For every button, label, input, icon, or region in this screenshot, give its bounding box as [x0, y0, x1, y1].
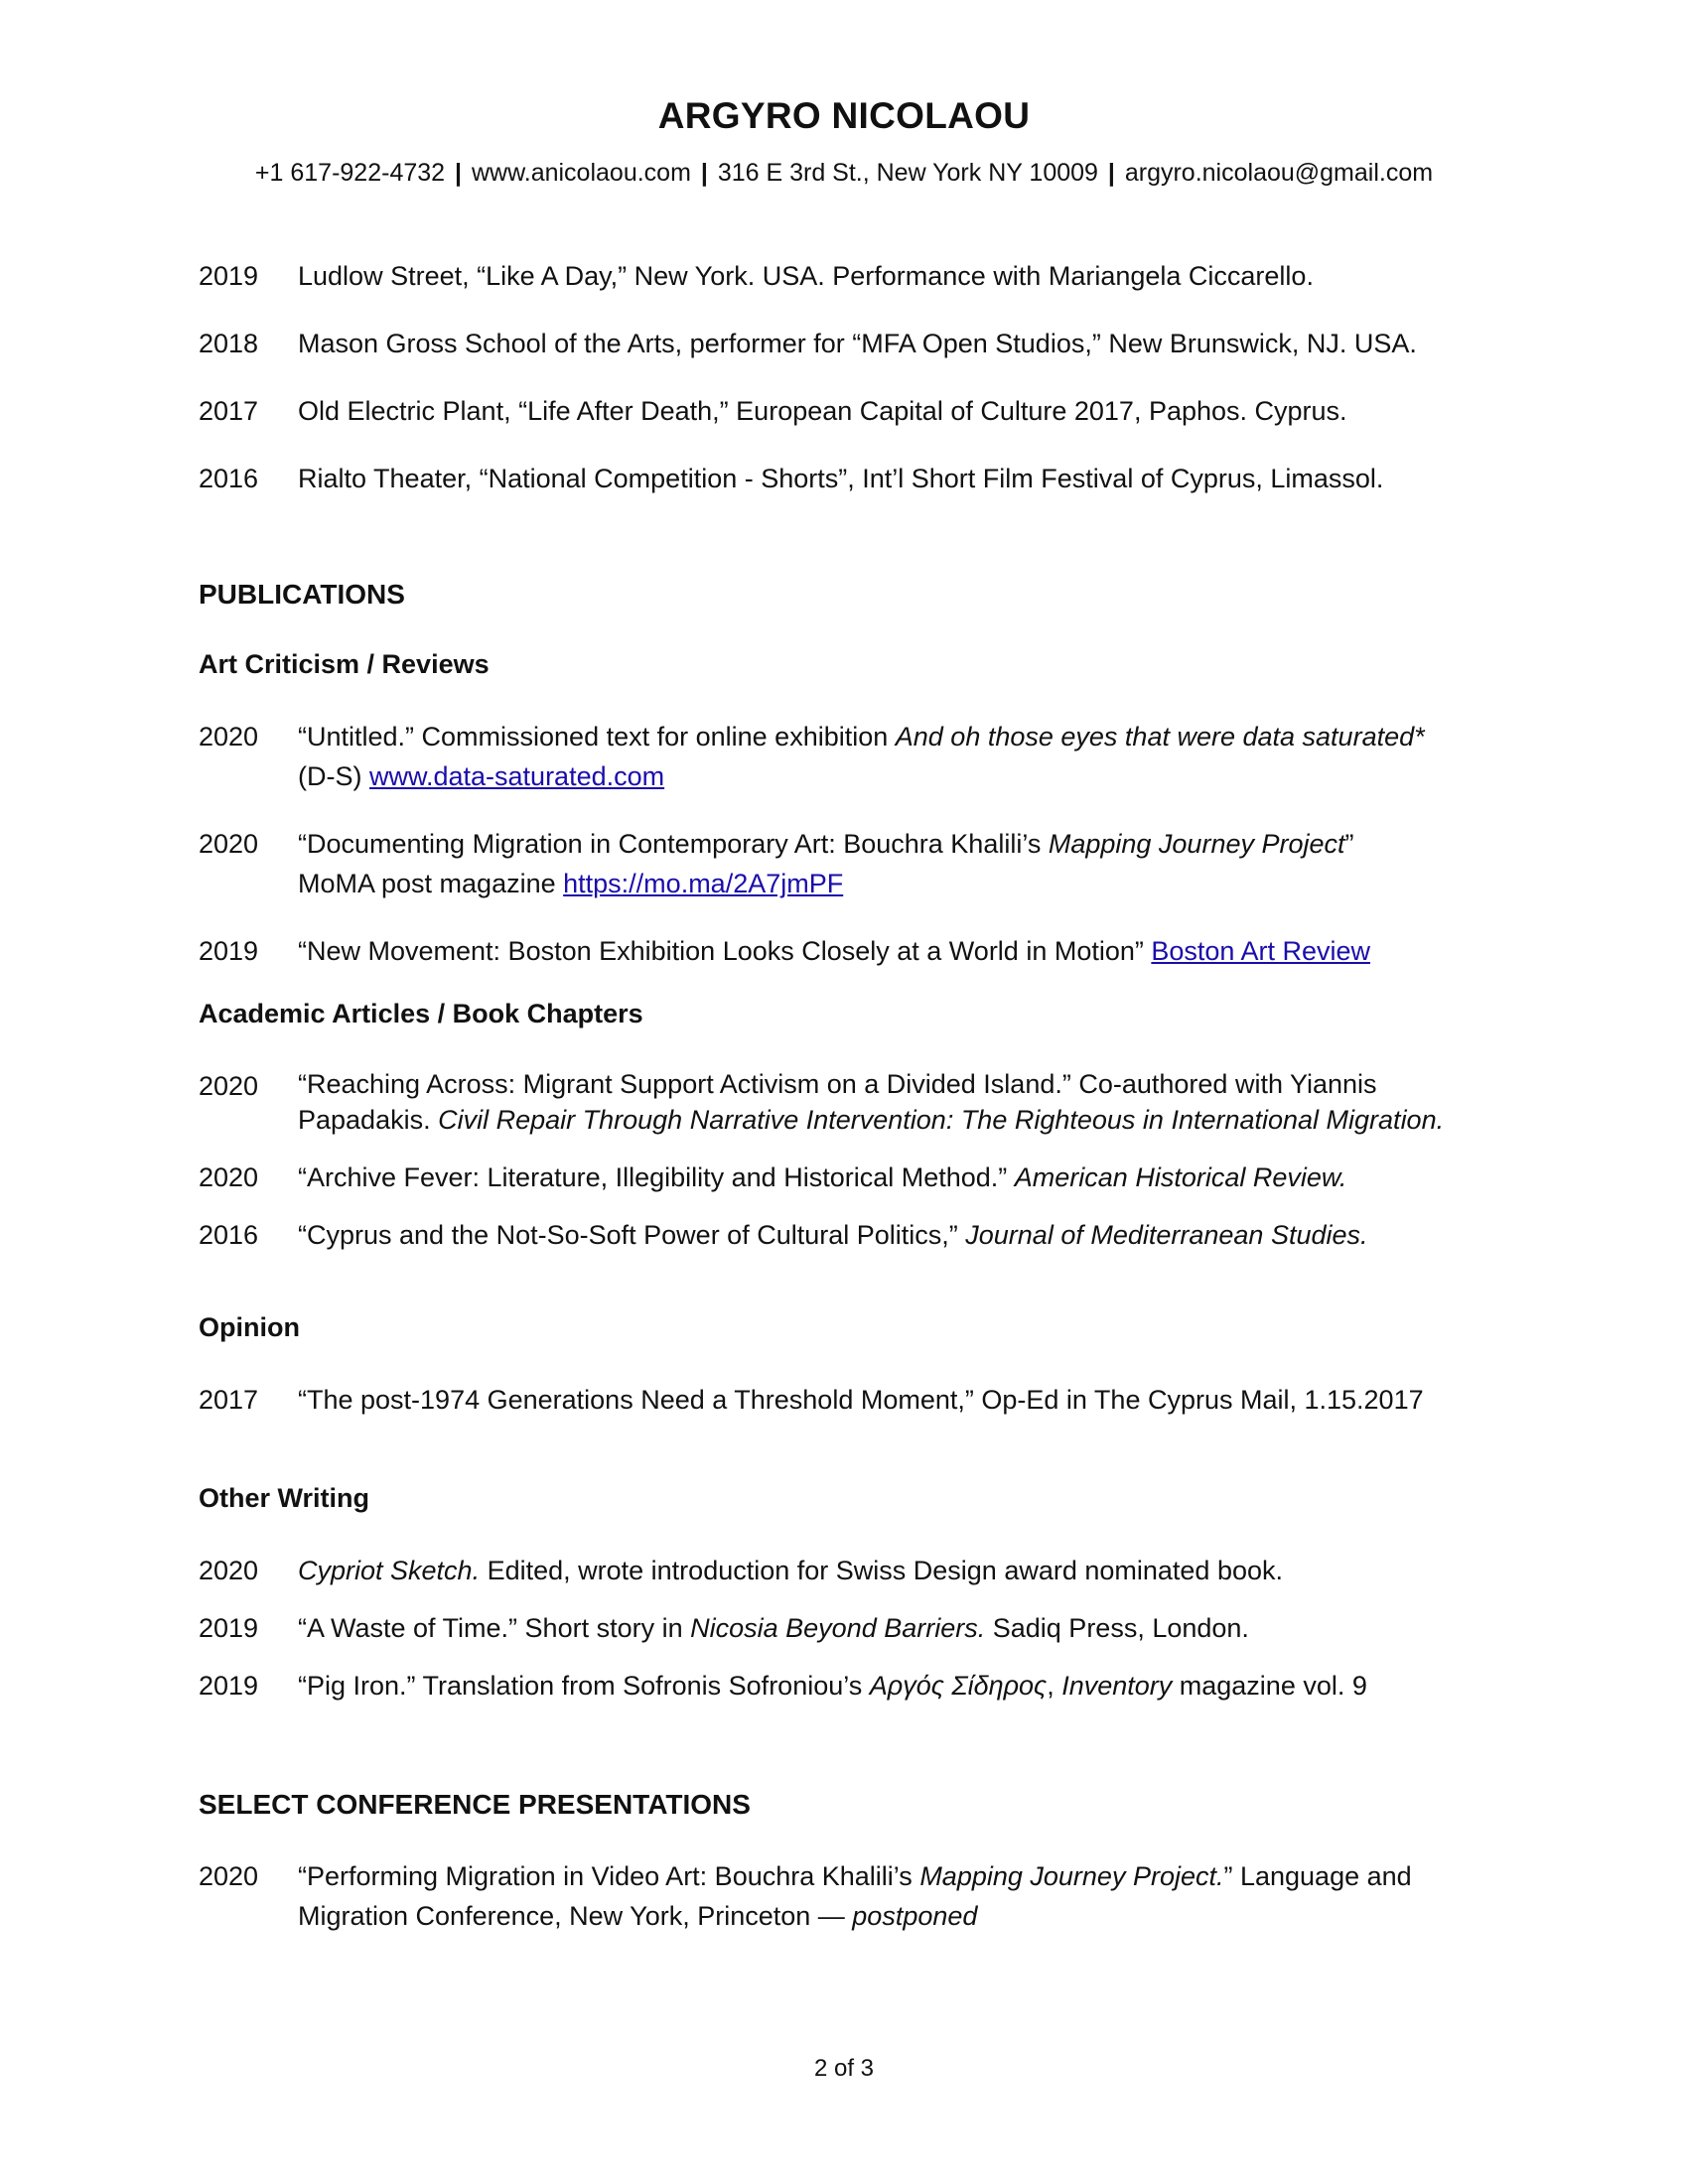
entry-year: 2019	[199, 1613, 259, 1643]
entry-title-italic: Inventory	[1061, 1671, 1173, 1701]
entry-text-part: MoMA post magazine	[298, 869, 564, 898]
section-heading-conferences: SELECT CONFERENCE PRESENTATIONS	[199, 1789, 751, 1820]
entry-text-part: “A Waste of Time.” Short story in	[298, 1613, 691, 1643]
boston-art-review-link[interactable]: Boston Art Review	[1151, 936, 1370, 966]
entry-year: 2020	[199, 1861, 259, 1891]
email: argyro.nicolaou@gmail.com	[1124, 159, 1434, 187]
entry-year: 2016	[199, 464, 259, 493]
entry-text-part: (D-S)	[298, 761, 369, 791]
contact-line	[0, 159, 1688, 188]
entry-year: 2020	[199, 1071, 259, 1101]
entry-year: 2016	[199, 1220, 259, 1250]
entry-title-italic: Mapping Journey Project	[1048, 829, 1345, 859]
person-name: ARGYRO NICOLAOU	[657, 95, 1031, 136]
entry-text-part: “Untitled.” Commissioned text for online exhibition	[298, 722, 896, 751]
entry-title-italic: And oh those eyes that were data saturated*	[895, 722, 1425, 751]
entry-text-part: “Documenting Migration in Contemporary Art: Bouchra Khalili’s	[298, 829, 1049, 859]
entry-title-italic: Nicosia Beyond Barriers.	[690, 1613, 986, 1643]
entry-text-part: “Cyprus and the Not-So-Soft Power of Cultural Politics,”	[298, 1220, 966, 1250]
moma-link[interactable]: https://mo.ma/2A7jmPF	[563, 869, 844, 898]
entry-text-part: “Reaching Across: Migrant Support Activism on a Divided Island.” Co-authored with Yiannis	[298, 1069, 1377, 1099]
data-saturated-link[interactable]: www.data-saturated.com	[368, 761, 665, 791]
entry-text: Rialto Theater, “National Competition - Shorts”, Int’l Short Film Festival of Cyprus, Limassol.	[298, 464, 1384, 493]
entry-text-part: ” Language and	[1223, 1861, 1412, 1891]
address: 316 E 3rd St., New York NY 10009	[717, 159, 1098, 187]
entry-status-italic: postponed	[852, 1901, 978, 1931]
separator: |	[455, 159, 463, 187]
entry-text	[298, 717, 1489, 796]
phone: +1 617-922-4732	[254, 159, 446, 187]
entry-text	[298, 1856, 1489, 1936]
entry-text-part: Migration Conference, New York, Princeton —	[298, 1901, 853, 1931]
subheading-art-criticism: Art Criticism / Reviews	[199, 649, 490, 679]
entry-year: 2018	[199, 329, 259, 358]
entry-text-part: ,	[1047, 1671, 1062, 1701]
entry-year: 2020	[199, 722, 259, 751]
subheading-academic: Academic Articles / Book Chapters	[199, 999, 643, 1028]
entry-text-part: Papadakis.	[298, 1105, 439, 1135]
entry-text	[298, 1158, 1489, 1197]
website: www.anicolaou.com	[471, 159, 691, 187]
entry-title-italic: Civil Repair Through Narrative Intervention: The Righteous in International Migration.	[438, 1105, 1445, 1135]
entry-title-italic: Mapping Journey Project.	[919, 1861, 1224, 1891]
entry-text-part: “Archive Fever: Literature, Illegibility and Historical Method.”	[298, 1162, 1015, 1192]
entry-title-italic: Journal of Mediterranean Studies.	[965, 1220, 1368, 1250]
entry-year: 2019	[199, 261, 259, 291]
entry-text	[298, 1215, 1489, 1255]
page-number: 2 of 3	[813, 2055, 875, 2082]
entry-year: 2017	[199, 396, 259, 426]
entry-text	[298, 1551, 1489, 1590]
entry-text-part: “Performing Migration in Video Art: Bouchra Khalili’s	[298, 1861, 920, 1891]
entry-text-part: “Pig Iron.” Translation from Sofronis Sofroniou’s	[298, 1671, 870, 1701]
subheading-opinion: Opinion	[199, 1312, 300, 1342]
entry-text	[298, 1608, 1489, 1648]
entry-year: 2019	[199, 1671, 259, 1701]
entry-text	[298, 931, 1489, 971]
entry-text: Old Electric Plant, “Life After Death,” European Capital of Culture 2017, Paphos. Cyprus.	[298, 396, 1347, 426]
entry-text-part: “New Movement: Boston Exhibition Looks Closely at a World in Motion”	[298, 936, 1152, 966]
entry-text	[298, 1066, 1489, 1138]
entry-text: Mason Gross School of the Arts, performer for “MFA Open Studios,” New Brunswick, NJ. USA.	[298, 329, 1417, 358]
entry-text	[298, 1666, 1489, 1706]
entry-title-italic: Cypriot Sketch.	[298, 1556, 481, 1585]
separator: |	[1107, 159, 1115, 187]
entry-text: “The post-1974 Generations Need a Threshold Moment,” Op-Ed in The Cyprus Mail, 1.15.2017	[298, 1385, 1424, 1415]
entry-text-part: magazine vol. 9	[1172, 1671, 1367, 1701]
separator: |	[700, 159, 708, 187]
entry-title-italic: Αργός Σίδηρος	[869, 1671, 1048, 1701]
entry-text-part: ”	[1344, 829, 1354, 859]
entry-year: 2020	[199, 829, 259, 859]
section-heading-publications: PUBLICATIONS	[199, 579, 405, 610]
subheading-other-writing: Other Writing	[199, 1483, 369, 1513]
entry-year: 2020	[199, 1162, 259, 1192]
entry-year: 2020	[199, 1556, 259, 1585]
entry-text	[298, 824, 1489, 903]
entry-title-italic: American Historical Review.	[1014, 1162, 1347, 1192]
entry-text-part: Edited, wrote introduction for Swiss Design award nominated book.	[480, 1556, 1283, 1585]
entry-text: Ludlow Street, “Like A Day,” New York. USA. Performance with Mariangela Ciccarello.	[298, 261, 1314, 291]
entry-text-part: Sadiq Press, London.	[985, 1613, 1249, 1643]
entry-year: 2019	[199, 936, 259, 966]
entry-year: 2017	[199, 1385, 259, 1415]
